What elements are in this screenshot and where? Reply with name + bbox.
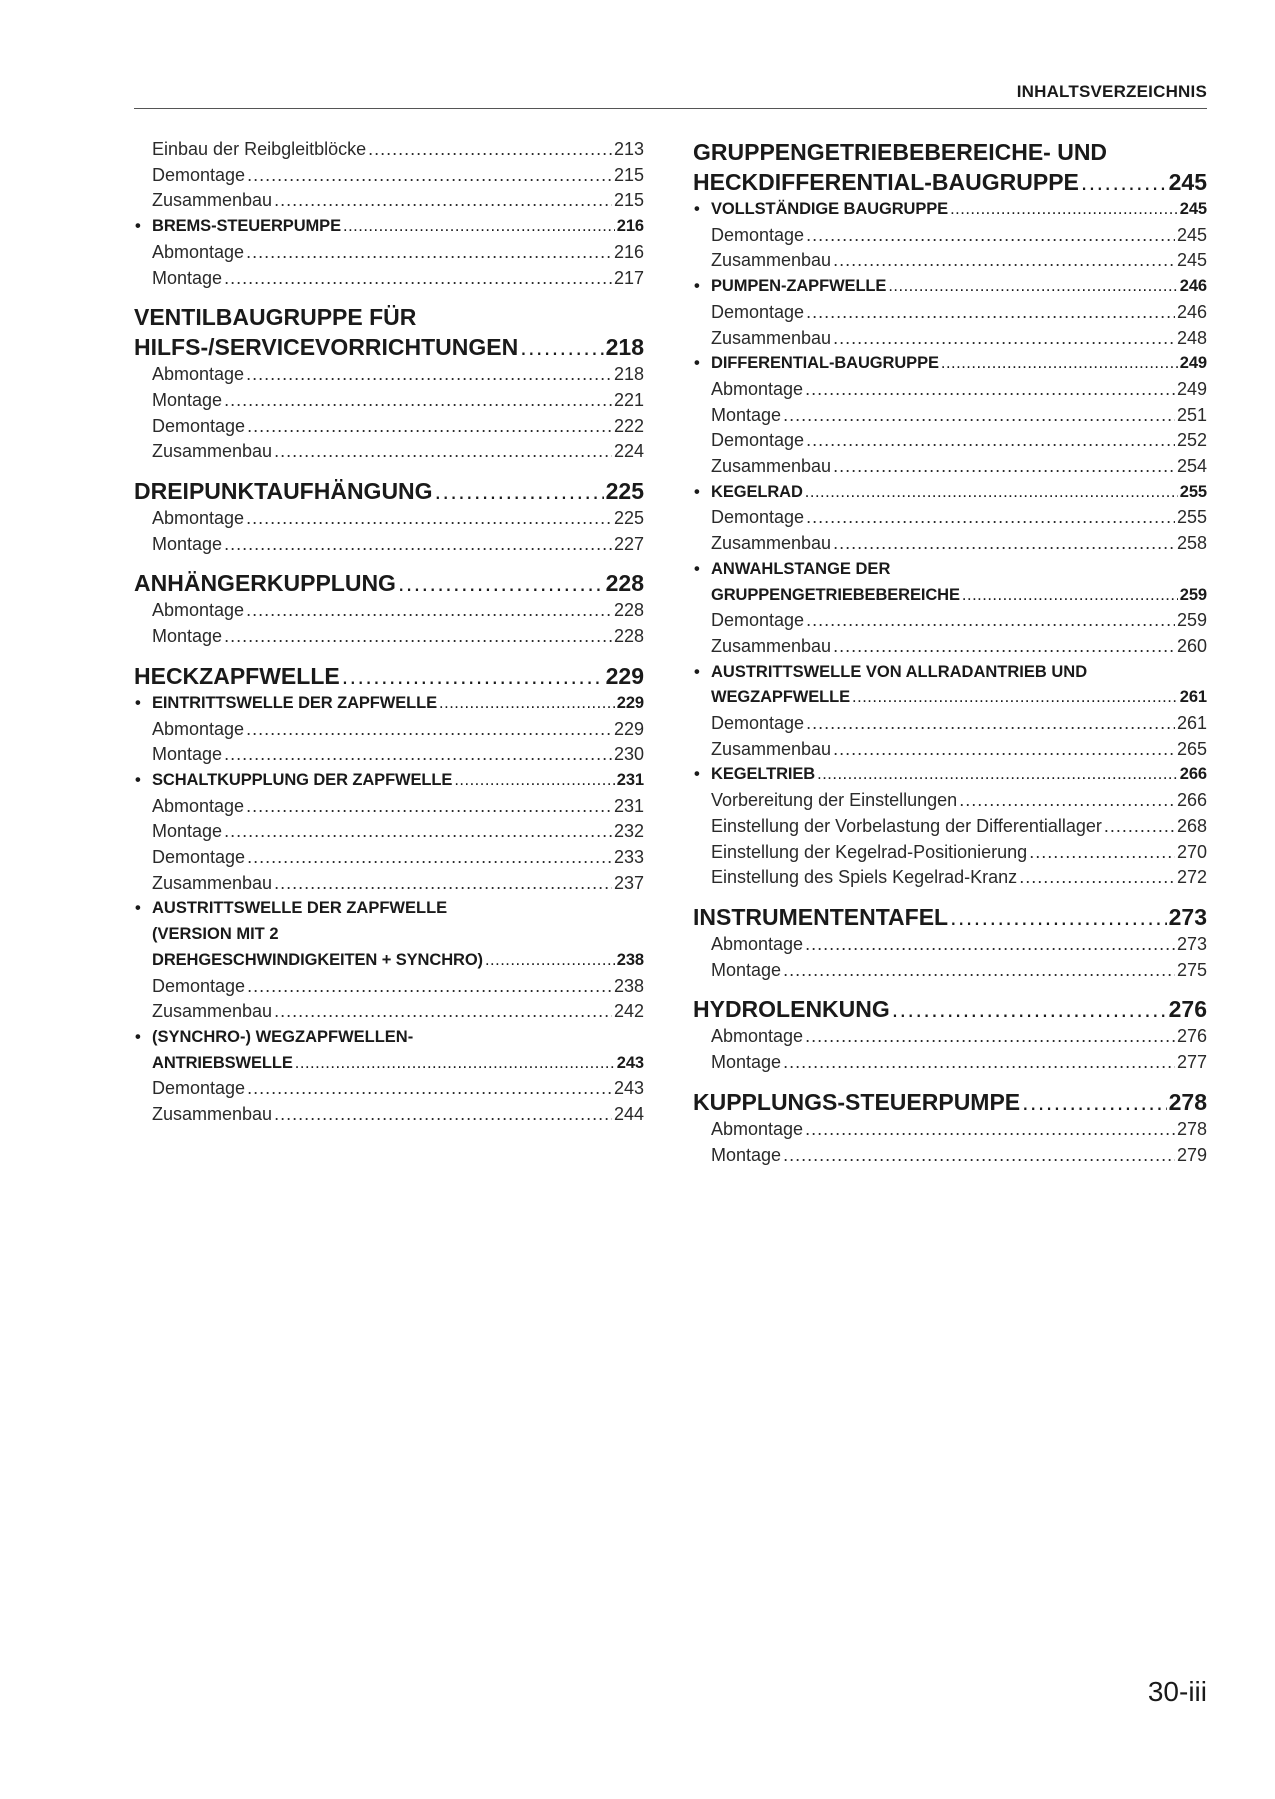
leader-dots: [368, 137, 612, 163]
toc-entry-page: 213: [613, 139, 644, 159]
section-title-line: VENTILBAUGRUPPE FÜR: [134, 304, 417, 331]
leader-dots: [342, 661, 604, 691]
toc-entry-label: Demontage: [152, 415, 246, 436]
toc-entry-label: Abmontage: [152, 508, 245, 529]
leader-dots: [435, 476, 604, 506]
toc-entry[interactable]: [693, 248, 1207, 274]
toc-entry-label: Einstellung der Kegelrad-Positionierung: [711, 841, 1028, 862]
toc-entry-label: Demontage: [711, 507, 805, 528]
toc-entry[interactable]: [134, 388, 644, 414]
leader-dots: [806, 608, 1175, 634]
toc-entry-label: • KEGELRAD: [711, 482, 803, 501]
section-heading[interactable]: [693, 902, 1207, 932]
toc-bullet-line: • ANWAHLSTANGE DER: [693, 557, 1207, 583]
leader-dots: [892, 994, 1167, 1024]
section-title: HECKZAPFWELLE: [134, 662, 340, 689]
section-page: 245: [1168, 169, 1207, 195]
section-title: HYDROLENKUNG: [693, 996, 890, 1023]
toc-entry[interactable]: [693, 737, 1207, 763]
toc-bullet-entry[interactable]: [693, 351, 1207, 377]
toc-entry[interactable]: [693, 326, 1207, 352]
section-heading[interactable]: [693, 1087, 1207, 1117]
toc-entry-page: 245: [1179, 200, 1207, 218]
leader-dots: [817, 762, 1178, 788]
toc-entry-label: Abmontage: [711, 1118, 804, 1139]
toc-entry[interactable]: [134, 362, 644, 388]
leader-dots: [224, 388, 612, 414]
toc-entry[interactable]: [693, 814, 1207, 840]
toc-entry-page: 258: [1176, 533, 1207, 554]
section-title: HILFS-/SERVICEVORRICHTUNGEN: [134, 334, 519, 361]
toc-entry-label: Zusammenbau: [711, 635, 832, 656]
leader-dots: [805, 932, 1175, 958]
section-heading[interactable]: [134, 332, 644, 362]
leader-dots: [833, 248, 1175, 274]
toc-entry[interactable]: [693, 531, 1207, 557]
leader-dots: [485, 948, 615, 974]
section-title: KUPPLUNGS-STEUERPUMPE: [693, 1088, 1021, 1115]
toc-entry-page: 243: [616, 1053, 644, 1072]
toc-entry-page: 272: [1176, 867, 1207, 888]
toc-entry-label: WEGZAPFWELLE: [711, 688, 851, 707]
toc-entry-label: Demontage: [711, 301, 805, 322]
toc-entry-page: 227: [613, 533, 644, 554]
toc-entry-label: Zusammenbau: [152, 441, 273, 462]
leader-dots: [247, 974, 612, 1000]
toc-entry-label: Demontage: [152, 847, 246, 868]
leader-dots: [783, 403, 1175, 429]
toc-entry-page: 238: [616, 950, 644, 969]
leader-dots: [224, 532, 612, 558]
toc-entry-label: Abmontage: [152, 241, 245, 262]
toc-entry-page: 216: [613, 241, 644, 262]
toc-entry[interactable]: [134, 871, 644, 897]
header-title: INHALTSVERZEICHNIS: [1016, 82, 1207, 101]
toc-bullet-entry[interactable]: [134, 1051, 644, 1077]
leader-dots: [246, 240, 612, 266]
toc-entry[interactable]: [693, 1050, 1207, 1076]
leader-dots: [1019, 865, 1175, 891]
toc-entry-page: 215: [613, 164, 644, 185]
toc-entry[interactable]: [693, 403, 1207, 429]
toc-entry-label: DREHGESCHWINDIGKEITEN + SYNCHRO): [152, 950, 483, 969]
leader-dots: [833, 531, 1175, 557]
toc-entry-page: 277: [1176, 1052, 1207, 1073]
toc-bullet-line: • (SYNCHRO-) WEGZAPFWELLEN-: [134, 1025, 644, 1051]
toc-bullet-line: • AUSTRITTSWELLE DER ZAPFWELLE: [134, 896, 644, 922]
toc-entry-label: • BREMS-STEUERPUMPE: [152, 217, 341, 236]
toc-entry-label: Abmontage: [711, 933, 804, 954]
toc-entry-page: 275: [1176, 959, 1207, 980]
toc-entry-label: GRUPPENGETRIEBEBEREICHE: [711, 585, 960, 604]
toc-entry-page: 228: [613, 626, 644, 647]
toc-entry-label: Demontage: [711, 224, 805, 245]
toc-entry-label: Montage: [152, 389, 223, 410]
toc-entry-page: 261: [1179, 688, 1207, 707]
leader-dots: [833, 634, 1175, 660]
leader-dots: [962, 583, 1178, 609]
toc-entry-label: Zusammenbau: [152, 1104, 273, 1125]
toc-entry-page: 279: [1176, 1144, 1207, 1165]
toc-entry-label: Montage: [711, 959, 782, 980]
toc-entry[interactable]: [693, 300, 1207, 326]
toc-bullet-entry[interactable]: [693, 274, 1207, 300]
toc-entry[interactable]: [693, 932, 1207, 958]
toc-entry[interactable]: [134, 819, 644, 845]
leader-dots: [806, 223, 1175, 249]
toc-entry[interactable]: [693, 608, 1207, 634]
toc-entry-page: 266: [1176, 790, 1207, 811]
toc-entry[interactable]: [134, 999, 644, 1025]
toc-entry-label: Abmontage: [152, 795, 245, 816]
toc-entry[interactable]: [134, 414, 644, 440]
section-title: INSTRUMENTENTAFEL: [693, 903, 949, 930]
toc-entry[interactable]: [693, 377, 1207, 403]
toc-entry-label: Abmontage: [152, 364, 245, 385]
toc-entry-page: 231: [613, 795, 644, 816]
toc-entry[interactable]: [693, 1024, 1207, 1050]
toc-entry-page: 222: [613, 415, 644, 436]
toc-entry[interactable]: [693, 223, 1207, 249]
toc-entry[interactable]: [134, 974, 644, 1000]
toc-entry-page: 218: [613, 364, 644, 385]
toc-entry[interactable]: [134, 240, 644, 266]
toc-bullet-line: • AUSTRITTSWELLE VON ALLRADANTRIEB UND: [693, 660, 1207, 686]
toc-entry-label: • PUMPEN-ZAPFWELLE: [711, 277, 887, 296]
section-page: 229: [605, 662, 644, 689]
leader-dots: [1081, 167, 1167, 197]
toc-entry-label: Montage: [152, 744, 223, 765]
toc-entry-page: 229: [613, 718, 644, 739]
section-heading[interactable]: [134, 476, 644, 506]
toc-entry-label: Montage: [152, 626, 223, 647]
toc-entry-label: • SCHALTKUPPLUNG DER ZAPFWELLE: [152, 770, 453, 789]
leader-dots: [806, 428, 1175, 454]
toc-entry[interactable]: [134, 532, 644, 558]
leader-dots: [805, 480, 1178, 506]
toc-entry-label: Montage: [711, 1052, 782, 1073]
toc-entry-label: • KEGELTRIEB: [711, 765, 816, 784]
leader-dots: [833, 454, 1175, 480]
toc-entry-page: 259: [1176, 610, 1207, 631]
toc-entry-label: Zusammenbau: [152, 1001, 273, 1022]
section-page: 228: [605, 570, 644, 597]
toc-entry[interactable]: [693, 634, 1207, 660]
toc-right-column: [693, 137, 1207, 1168]
leader-dots: [247, 163, 612, 189]
toc-bullet-entry[interactable]: [693, 583, 1207, 609]
leader-dots: [246, 598, 612, 624]
toc-entry-page: 224: [613, 441, 644, 462]
toc-entry[interactable]: [693, 1117, 1207, 1143]
toc-entry[interactable]: [134, 137, 644, 163]
toc-entry-page: 254: [1176, 456, 1207, 477]
leader-dots: [833, 737, 1175, 763]
leader-dots: [224, 624, 612, 650]
toc-entry[interactable]: [134, 266, 644, 292]
leader-dots: [247, 1076, 612, 1102]
toc-bullet-entry[interactable]: [134, 768, 644, 794]
leader-dots: [805, 1024, 1175, 1050]
toc-entry-label: Zusammenbau: [711, 738, 832, 759]
toc-entry-label: Montage: [152, 267, 223, 288]
section-heading[interactable]: [693, 167, 1207, 197]
leader-dots: [1029, 840, 1175, 866]
leader-dots: [295, 1051, 615, 1077]
toc-entry[interactable]: [693, 505, 1207, 531]
toc-entry-label: Zusammenbau: [711, 533, 832, 554]
leader-dots: [783, 1143, 1175, 1169]
toc-bullet-entry[interactable]: [134, 691, 644, 717]
toc-entry[interactable]: [134, 845, 644, 871]
section-heading[interactable]: [134, 661, 644, 691]
toc-entry-label: Demontage: [152, 1078, 246, 1099]
toc-entry-page: 255: [1179, 482, 1207, 501]
section-title: ANHÄNGERKUPPLUNG: [134, 570, 396, 597]
toc-entry[interactable]: [693, 865, 1207, 891]
leader-dots: [274, 439, 612, 465]
toc-entry-label: • EINTRITTSWELLE DER ZAPFWELLE: [152, 693, 438, 712]
toc-entry-label: Einbau der Reibgleitblöcke: [152, 139, 367, 159]
toc-entry-page: 229: [616, 693, 644, 712]
toc-bullet-entry[interactable]: [693, 197, 1207, 223]
toc-entry-page: 233: [613, 847, 644, 868]
toc-entry-page: 230: [613, 744, 644, 765]
toc-entry-page: 216: [616, 217, 644, 236]
toc-entry[interactable]: [693, 840, 1207, 866]
toc-entry-page: 217: [613, 267, 644, 288]
section-title-line: GRUPPENGETRIEBEBEREICHE- UND: [693, 139, 1108, 165]
toc-entry-page: 242: [613, 1001, 644, 1022]
leader-dots: [805, 1117, 1175, 1143]
toc-entry[interactable]: [693, 454, 1207, 480]
toc-entry-page: 249: [1179, 354, 1207, 373]
toc-entry-label: ANTRIEBSWELLE: [152, 1053, 293, 1072]
toc-entry[interactable]: [134, 1076, 644, 1102]
leader-dots: [806, 711, 1175, 737]
toc-entry-page: 243: [613, 1078, 644, 1099]
toc-entry[interactable]: [134, 624, 644, 650]
toc-entry-label: Demontage: [152, 164, 246, 185]
leader-dots: [454, 768, 614, 794]
toc-entry-label: Montage: [152, 533, 223, 554]
leader-dots: [805, 377, 1175, 403]
leader-dots: [246, 794, 612, 820]
toc-entry-page: 251: [1176, 404, 1207, 425]
toc-bullet-line: (VERSION MIT 2: [152, 925, 279, 944]
toc-entry-page: 246: [1176, 301, 1207, 322]
toc-entry[interactable]: [134, 598, 644, 624]
toc-entry-label: Demontage: [711, 610, 805, 631]
leader-dots: [959, 788, 1175, 814]
toc-entry-page: 255: [1176, 507, 1207, 528]
leader-dots: [888, 274, 1177, 300]
toc-entry-page: 266: [1179, 765, 1207, 784]
leader-dots: [224, 742, 612, 768]
leader-dots: [941, 351, 1178, 377]
toc-entry-page: 246: [1179, 277, 1207, 296]
toc-entry-page: 252: [1176, 430, 1207, 451]
toc-entry-page: 225: [613, 508, 644, 529]
toc-entry[interactable]: [693, 788, 1207, 814]
toc-bullet-entry[interactable]: [693, 685, 1207, 711]
toc-entry-page: 261: [1176, 713, 1207, 734]
toc-entry-page: 232: [613, 821, 644, 842]
toc-entry[interactable]: [134, 188, 644, 214]
leader-dots: [852, 685, 1178, 711]
toc-entry-page: 265: [1176, 738, 1207, 759]
section-heading[interactable]: [134, 568, 644, 598]
section-page: 276: [1168, 996, 1207, 1023]
toc-entry-page: 244: [613, 1104, 644, 1125]
section-page: 278: [1168, 1088, 1207, 1115]
toc-entry[interactable]: [134, 1102, 644, 1128]
leader-dots: [343, 214, 615, 240]
toc-entry-label: • DIFFERENTIAL-BAUGRUPPE: [711, 354, 939, 373]
toc-entry[interactable]: [134, 742, 644, 768]
toc-entry-page: 221: [613, 389, 644, 410]
toc-entry[interactable]: [693, 1143, 1207, 1169]
leader-dots: [274, 188, 612, 214]
toc-entry-label: Einstellung der Vorbelastung der Differentiallager: [711, 815, 1102, 836]
leader-dots: [806, 505, 1175, 531]
leader-dots: [950, 197, 1178, 223]
toc-entry[interactable]: [693, 958, 1207, 984]
toc-entry-label: Montage: [711, 1144, 782, 1165]
page-header: [134, 82, 1207, 109]
section-heading[interactable]: [693, 994, 1207, 1024]
toc-entry-label: Abmontage: [711, 1026, 804, 1047]
toc-entry-label: Abmontage: [152, 600, 245, 621]
toc-entry-page: 276: [1176, 1026, 1207, 1047]
toc-entry[interactable]: [693, 428, 1207, 454]
toc-entry[interactable]: [134, 163, 644, 189]
leader-dots: [439, 691, 615, 717]
leader-dots: [224, 819, 612, 845]
toc-entry-label: Abmontage: [711, 378, 804, 399]
toc-entry-label: Demontage: [711, 713, 805, 734]
toc-entry-page: 268: [1176, 815, 1207, 836]
toc-entry-label: Einstellung des Spiels Kegelrad-Kranz: [711, 867, 1018, 888]
toc-entry[interactable]: [693, 711, 1207, 737]
toc-entry-page: 249: [1176, 378, 1207, 399]
leader-dots: [833, 326, 1175, 352]
toc-entry-page: 231: [616, 770, 644, 789]
leader-dots: [398, 568, 604, 598]
toc-entry-page: 215: [613, 190, 644, 211]
toc-entry-page: 237: [613, 872, 644, 893]
toc-bullet-entry[interactable]: [134, 214, 644, 240]
toc-entry[interactable]: [134, 439, 644, 465]
toc-entry-page: 245: [1176, 250, 1207, 271]
leader-dots: [950, 902, 1167, 932]
toc-entry-page: 259: [1179, 585, 1207, 604]
page-number: 30-iii: [1147, 1676, 1207, 1707]
toc-entry-page: 278: [1176, 1118, 1207, 1139]
toc-entry-page: 260: [1176, 635, 1207, 656]
leader-dots: [1104, 814, 1175, 840]
toc-entry[interactable]: [134, 794, 644, 820]
leader-dots: [783, 1050, 1175, 1076]
leader-dots: [806, 300, 1175, 326]
toc-entry-page: 238: [613, 975, 644, 996]
toc-bullet-entry[interactable]: [134, 948, 644, 974]
toc-bullet-entry[interactable]: [693, 480, 1207, 506]
leader-dots: [246, 506, 612, 532]
toc-entry-label: Zusammenbau: [711, 250, 832, 271]
leader-dots: [274, 999, 612, 1025]
section-page: 273: [1168, 903, 1207, 930]
toc-entry-label: Vorbereitung der Einstellungen: [711, 790, 958, 811]
toc-entry-label: Montage: [711, 404, 782, 425]
toc-entry-page: 248: [1176, 327, 1207, 348]
toc-entry[interactable]: [134, 506, 644, 532]
section-page: 218: [605, 334, 644, 361]
toc-entry-page: 270: [1176, 841, 1207, 862]
toc-entry-page: 245: [1176, 224, 1207, 245]
toc-entry-page: 228: [613, 600, 644, 621]
section-title: HECKDIFFERENTIAL-BAUGRUPPE: [693, 169, 1079, 195]
toc-entry-label: Zusammenbau: [152, 190, 273, 211]
leader-dots: [247, 414, 612, 440]
leader-dots: [246, 717, 612, 743]
toc-entry-label: Demontage: [152, 975, 246, 996]
toc-entry-label: Demontage: [711, 430, 805, 451]
toc-entry-page: 273: [1176, 933, 1207, 954]
leader-dots: [274, 871, 612, 897]
section-title: DREIPUNKTAUFHÄNGUNG: [134, 478, 433, 505]
leader-dots: [274, 1102, 612, 1128]
toc-entry-label: Zusammenbau: [152, 872, 273, 893]
toc-left-column: [134, 137, 644, 1128]
toc-bullet-entry[interactable]: [693, 762, 1207, 788]
leader-dots: [1022, 1087, 1166, 1117]
toc-entry[interactable]: [134, 717, 644, 743]
leader-dots: [247, 845, 612, 871]
toc-entry-label: Zusammenbau: [711, 327, 832, 348]
leader-dots: [783, 958, 1175, 984]
leader-dots: [246, 362, 612, 388]
section-page: 225: [605, 478, 644, 505]
leader-dots: [520, 332, 603, 362]
toc-entry-label: Montage: [152, 821, 223, 842]
leader-dots: [224, 266, 612, 292]
toc-entry-label: Zusammenbau: [711, 456, 832, 477]
toc-entry-label: • VOLLSTÄNDIGE BAUGRUPPE: [711, 200, 949, 218]
toc-entry-label: Abmontage: [152, 718, 245, 739]
